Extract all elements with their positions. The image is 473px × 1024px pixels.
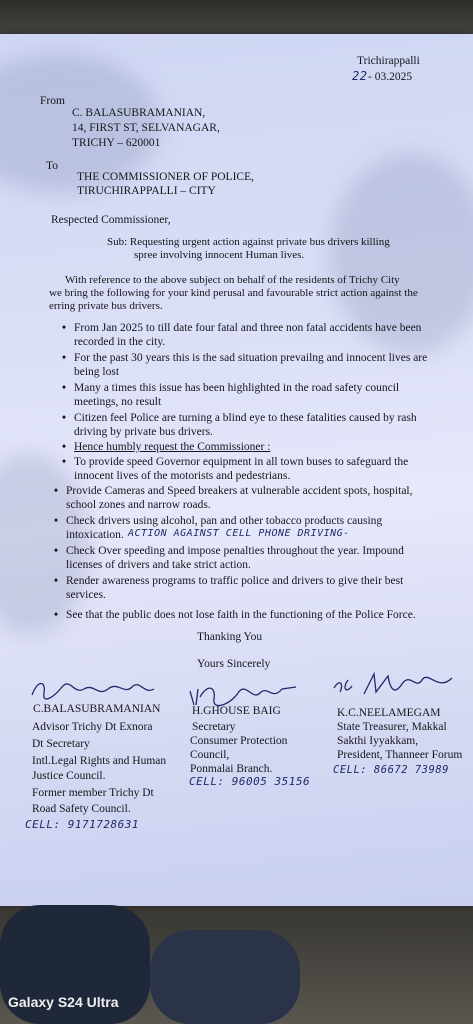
camera-watermark: Galaxy S24 Ultra — [8, 994, 119, 1010]
intro-line: erring private bus drivers. — [49, 300, 163, 312]
signatory-line: Intl.Legal Rights and Human — [32, 755, 167, 767]
signature-balasubramanian — [28, 677, 158, 705]
signatory-line: President, Thanneer Forum — [337, 749, 463, 761]
letter-date-day: 22 — [352, 69, 368, 83]
to-line: TIRUCHIRAPPALLI – CITY — [77, 185, 216, 197]
list-item: • For the past 30 years this is the sad situation prevailng and innocent lives are being lost — [62, 352, 428, 378]
list-item: • Citizen feel Police are turning a blind eye to these fatalities caused by rash driving by private bus drivers. — [62, 412, 417, 438]
list-item: • Check Over speeding and impose penalties throughout the year. Impound licenses of drivers and take strict action. — [54, 545, 404, 571]
handwritten-addition: ACTION AGAINST CELL PHONE DRIVING- — [128, 528, 350, 539]
signatory-line: Council, — [190, 749, 230, 761]
signatory-cell: CELL: 86672 73989 — [333, 764, 449, 776]
letter-date-rest: - 03.2025 — [368, 71, 413, 83]
subject-line: Sub: Requesting urgent action against private bus drivers killing — [107, 236, 390, 248]
signature-neelamegam — [330, 670, 455, 704]
closing-sincerely: Yours Sincerely — [197, 658, 271, 670]
signatory-line: Road Safety Council. — [32, 803, 131, 815]
list-item: • To provide speed Governor equipment in all town buses to safeguard the innocent lives of the motorists and pedestrians. — [62, 456, 409, 482]
signatory-line: Ponmalai Branch. — [190, 763, 273, 775]
signatory-line: Dt Secretary — [32, 738, 90, 750]
signatory-line: Advisor Trichy Dt Exnora — [32, 721, 153, 733]
letter-place: Trichirappalli — [357, 55, 420, 67]
signatory-line: Justice Council. — [32, 770, 106, 782]
list-item: • Many a times this issue has been highlighted in the road safety council meetings, no result — [62, 382, 400, 408]
signatory-name: K.C.NEELAMEGAM — [337, 707, 441, 719]
list-item: • See that the public does not lose faith in the functioning of the Police Force. — [54, 609, 416, 621]
salutation: Respected Commissioner, — [51, 214, 171, 226]
shoe-shadow — [150, 930, 300, 1024]
list-item: • Hence humbly request the Commissioner : — [62, 441, 271, 453]
signatory-line: Secretary — [192, 721, 236, 733]
subject-line: spree involving innocent Human lives. — [134, 249, 305, 261]
signatory-cell: CELL: 96005 35156 — [189, 775, 311, 788]
signatory-cell: CELL: 9171728631 — [25, 818, 139, 831]
signatory-line: Former member Trichy Dt — [32, 787, 154, 799]
list-item: • Render awareness programs to traffic police and drivers to give their best services. — [54, 575, 404, 601]
signatory-name: H.GHOUSE BAIG — [192, 705, 281, 717]
signatory-line: Sakthi Iyyakkam, — [337, 735, 419, 747]
signatory-line: State Treasurer, Makkal — [337, 721, 447, 733]
from-label: From — [40, 95, 65, 107]
from-line: 14, FIRST ST, SELVANAGAR, — [72, 122, 220, 134]
closing-thanks: Thanking You — [197, 631, 263, 643]
to-label: To — [46, 160, 58, 172]
intro-line: With reference to the above subject on behalf of the residents of Trichy City — [65, 274, 400, 286]
list-item: • From Jan 2025 to till date four fatal and three non fatal accidents have been recorded in the city. — [62, 322, 422, 348]
signatory-name: C.BALASUBRAMANIAN — [33, 703, 161, 715]
intro-line: we bring the following for your kind perusal and favourable strict action against the — [49, 287, 418, 299]
from-line: C. BALASUBRAMANIAN, — [72, 107, 206, 119]
letter-page — [0, 34, 473, 906]
from-line: TRICHY – 620001 — [72, 137, 161, 149]
list-item: • Provide Cameras and Speed breakers at vulnerable accident spots, hospital, school zones and narrow roads. — [54, 485, 413, 511]
list-item: • Check drivers using alcohol, pan and other tobacco products causing intoxication. — [54, 515, 383, 541]
to-line: THE COMMISSIONER OF POLICE, — [77, 171, 254, 183]
signatory-line: Consumer Protection — [190, 735, 288, 747]
